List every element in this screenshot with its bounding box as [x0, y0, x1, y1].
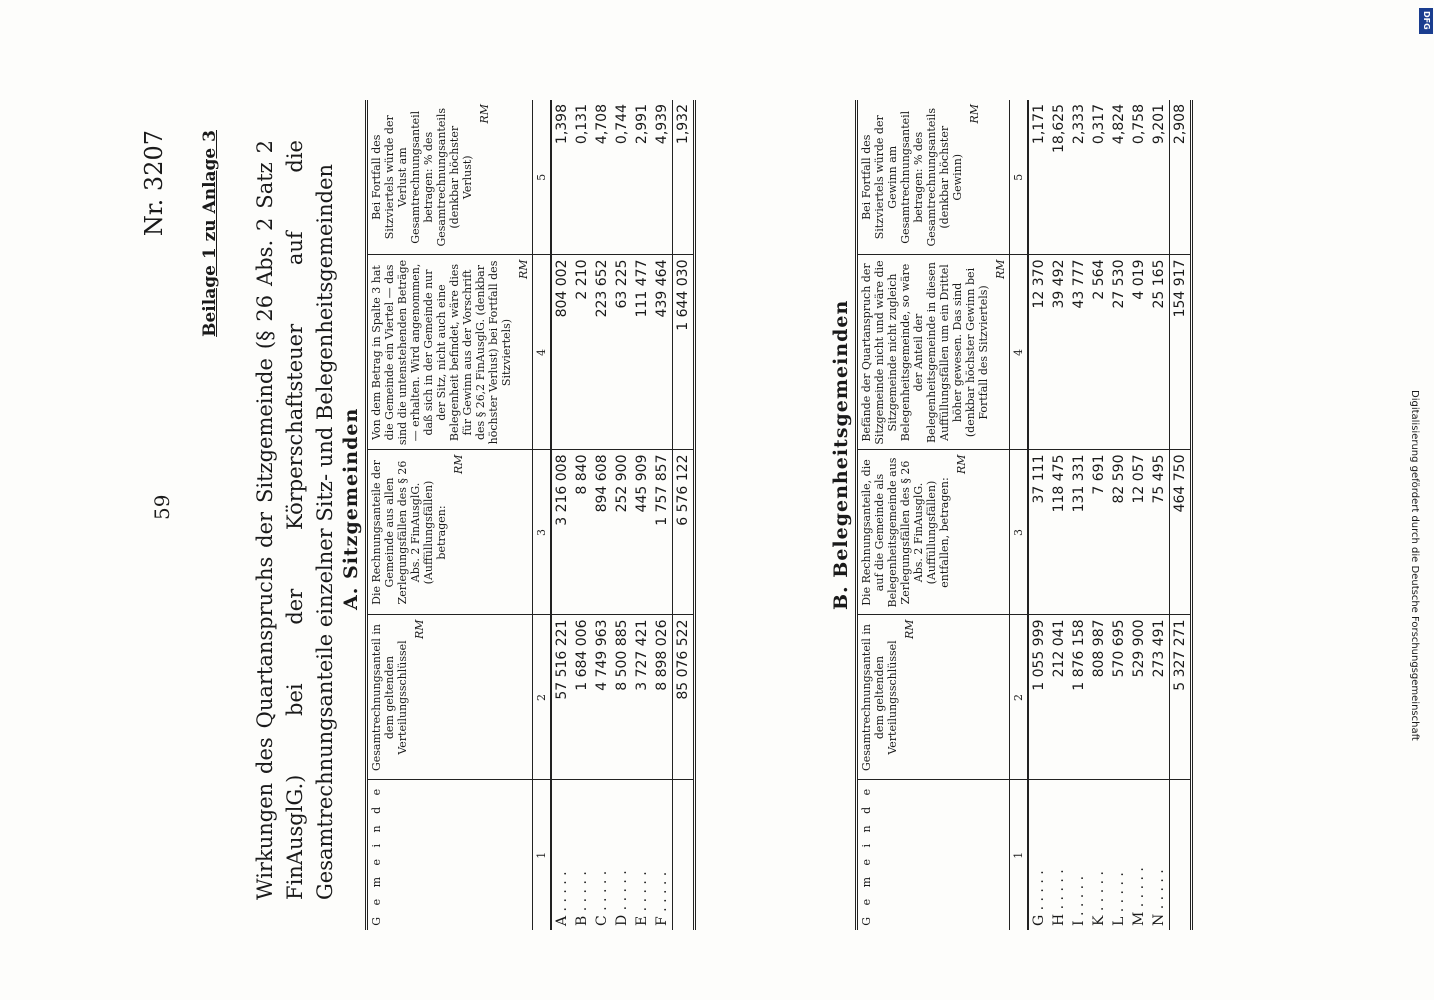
header-col2: Gesamtrechnungsanteil in dem geltenden Verteilungsschlüssel RM [367, 615, 533, 780]
digitization-note: Digitalisierung gefördert durch die Deutsche Forschungsgemeinschaft [1409, 390, 1420, 741]
cell-col3: 118 475 [1049, 450, 1069, 615]
cell-col4: 43 777 [1069, 255, 1089, 450]
cell-col4: 111 477 [632, 255, 652, 450]
table-row [632, 100, 652, 930]
document-title: Wirkungen des Quartanspruchs der Sitzgemeinde (§ 26 Abs. 2 Satz 2 FinAusglG.) bei der Körperschaftsteuer auf die Gesamtrechnungsanteile einzelner Sitz- und Belegenheitsgemeinden [253, 140, 337, 900]
table-row [592, 100, 612, 930]
cell-col3: 445 909 [632, 450, 652, 615]
cell-col4: 223 652 [592, 255, 612, 450]
cell-col4: 4 019 [1129, 255, 1149, 450]
document-number: Nr. 3207 [140, 130, 168, 237]
cell-col3: 8 840 [572, 450, 592, 615]
cell-col4: 27 530 [1109, 255, 1129, 450]
cell-col5: 4,708 [594, 104, 610, 145]
header-gemeinde: G e m e i n d e [857, 780, 1010, 930]
header-col5: Bei Fortfall des Sitzviertels würde der Gewinn am Gesamtrechnungsanteil betragen: % des Gesamtrechnungsanteils (denkbar höchster Gewinn) RM [857, 100, 1010, 255]
table-row [1049, 100, 1069, 930]
gemeinde-cell: G . . . . . [1028, 780, 1049, 930]
cell-col3: 12 057 [1129, 450, 1149, 615]
cell-col3: 82 590 [1109, 450, 1129, 615]
cell-col4: 804 002 [551, 255, 572, 450]
cell-col5: 1,171 [1031, 104, 1047, 145]
table-row [572, 100, 592, 930]
cell-col5: 4,824 [1111, 104, 1127, 145]
total-row: 85 076 522 6 576 122 1 644 030 1,932 [673, 100, 695, 930]
cell-col4: 25 165 [1149, 255, 1170, 450]
cell-col2: 570 695 [1109, 615, 1129, 780]
cell-col2: 1 055 999 [1028, 615, 1049, 780]
cell-col2: 1 876 158 [1069, 615, 1089, 780]
header-gemeinde: G e m e i n d e [367, 780, 533, 930]
cell-col5: 18,625 [1051, 104, 1067, 153]
gemeinde-cell: L . . . . . [1109, 780, 1129, 930]
cell-col2: 808 987 [1089, 615, 1109, 780]
table-belegenheitsgemeinden [855, 100, 1193, 930]
gemeinde-cell: C . . . . . [592, 780, 612, 930]
cell-col3: 7 691 [1089, 450, 1109, 615]
cell-col5: 0,131 [574, 104, 590, 145]
table-row [1149, 100, 1170, 930]
table-row [1028, 100, 1049, 930]
table-row [612, 100, 632, 930]
cell-col3: 37 111 [1028, 450, 1049, 615]
table-row [551, 100, 572, 930]
table-row [1109, 100, 1129, 930]
cell-col5: 0,744 [614, 104, 630, 145]
cell-col3: 3 216 008 [551, 450, 572, 615]
gemeinde-cell: I . . . . . [1069, 780, 1089, 930]
gemeinde-cell: N . . . . . [1149, 780, 1170, 930]
header-col4: Von dem Betrag in Spalte 3 hat die Gemeinde ein Viertel — das sind die untenstehenden Beträge — erhalten. Wird angenommen, daß sich in der Gemeinde nur der Sitz, nicht auch eine Belegenheit befindet, wäre dies für Gewinn aus der Vorschrift des § 26,2 FinAusglG. (denkbar höchster Verlust) bei Fortfall des Sitzviertels) RM [367, 255, 533, 450]
header-col3: Die Rechnungsanteile der Gemeinde aus allen Zerlegungsfällen des § 26 Abs. 2 FinAusglG. (Auffüllungsfällen) betragen: RM [367, 450, 533, 615]
header-col2: Gesamtrechnungsanteil in dem geltenden Verteilungsschlüssel RM [857, 615, 1010, 780]
header-col4: Befände der Quartanspruch der Sitzgemeinde nicht und wäre die Sitzgemeinde nicht zugleich Belegenheitsgemeinde, so wäre der Anteil der Belegenheitsgemeinde in diesen Auffüllungsfällen um ein Drittel höher gewesen. Das sind (denkbar höchster Gewinn bei Fortfall des Sitzviertels) RM [857, 255, 1010, 450]
cell-col5: 4,939 [654, 104, 670, 145]
gemeinde-cell: F . . . . . [652, 780, 673, 930]
cell-col3: 131 331 [1069, 450, 1089, 615]
table-header-row [857, 100, 1010, 930]
cell-col2: 57 516 221 [551, 615, 572, 780]
table-row [652, 100, 673, 930]
cell-col3: 1 757 857 [652, 450, 673, 615]
header-col3: Die Rechnungsanteile, die auf die Gemeinde als Belegenheitsgemeinde aus Zerlegungsfällen des § 26 Abs. 2 FinAusglG. (Auffüllungsfällen) entfallen, betragen: RM [857, 450, 1010, 615]
cell-col5: 9,201 [1151, 104, 1167, 145]
table-sitzgemeinden [365, 100, 696, 930]
table-header-row [367, 100, 533, 930]
table-row [1069, 100, 1089, 930]
dfg-logo-icon: DFG [1419, 8, 1433, 34]
cell-col4: 2 210 [572, 255, 592, 450]
cell-col5: 1,398 [554, 104, 570, 145]
cell-col3: 894 608 [592, 450, 612, 615]
column-number-row: 1 2 3 4 5 [1010, 100, 1029, 930]
cell-col2: 3 727 421 [632, 615, 652, 780]
column-number-row: 1 2 3 4 5 [533, 100, 552, 930]
cell-col4: 12 370 [1028, 255, 1049, 450]
cell-col2: 1 684 006 [572, 615, 592, 780]
cell-col4: 2 564 [1089, 255, 1109, 450]
cell-col2: 8 898 026 [652, 615, 673, 780]
appendix-label: Beilage 1 zu Anlage 3 [200, 130, 220, 337]
cell-col3: 252 900 [612, 450, 632, 615]
table-row [1089, 100, 1109, 930]
cell-col4: 39 492 [1049, 255, 1069, 450]
gemeinde-cell: M . . . . . [1129, 780, 1149, 930]
section-a-title: A. Sitzgemeinden [340, 407, 362, 610]
cell-col5: 2,333 [1071, 104, 1087, 145]
gemeinde-cell: B . . . . . [572, 780, 592, 930]
page-number: 59 [150, 494, 174, 520]
cell-col2: 212 041 [1049, 615, 1069, 780]
gemeinde-cell: A . . . . . [551, 780, 572, 930]
total-row: 5 327 271 464 750 154 917 2,908 [1170, 100, 1192, 930]
gemeinde-cell: H . . . . . [1049, 780, 1069, 930]
cell-col2: 8 500 885 [612, 615, 632, 780]
section-b-title: B. Belegenheitsgemeinden [830, 299, 852, 610]
gemeinde-cell: D . . . . . [612, 780, 632, 930]
table-row [1129, 100, 1149, 930]
cell-col4: 63 225 [612, 255, 632, 450]
cell-col2: 4 749 963 [592, 615, 612, 780]
cell-col2: 529 900 [1129, 615, 1149, 780]
gemeinde-cell: K . . . . . [1089, 780, 1109, 930]
cell-col4: 439 464 [652, 255, 673, 450]
cell-col3: 75 495 [1149, 450, 1170, 615]
cell-col5: 0,758 [1131, 104, 1147, 145]
rotated-page-content [60, 80, 1400, 960]
cell-col2: 273 491 [1149, 615, 1170, 780]
cell-col5: 0,317 [1091, 104, 1107, 145]
gemeinde-cell: E . . . . . [632, 780, 652, 930]
header-col5: Bei Fortfall des Sitzviertels würde der Verlust am Gesamtrechnungsanteil betragen: % des Gesamtrechnungsanteils (denkbar höchster Verlust) RM [367, 100, 533, 255]
cell-col5: 2,991 [634, 104, 650, 145]
